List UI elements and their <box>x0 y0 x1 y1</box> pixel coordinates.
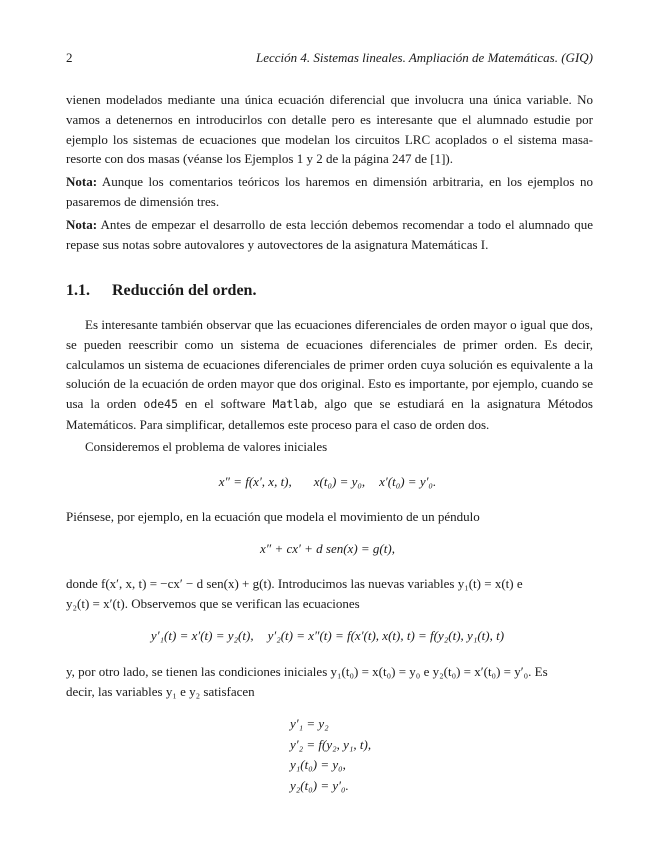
body-paragraph-2: Consideremos el problema de valores iniciales <box>85 439 328 454</box>
page-number: 2 <box>66 50 73 65</box>
note-2 <box>66 215 593 255</box>
system-line-4: y₂(t₀) = y′₀. <box>290 777 349 793</box>
equation-pendulum: x″ + cx′ + d sen(x) = g(t), <box>260 541 395 556</box>
body-paragraph-1-text-c: , algo que se estudiará en la asignatura Métodos Matemáticos. Para simplificar, detallemos este proceso para el caso de orden dos. <box>66 396 593 432</box>
code-ode45: ode45 <box>143 397 179 412</box>
section-title: Reducción del orden. <box>112 282 257 299</box>
equation-derivatives <box>0 628 655 644</box>
body-paragraph-3: Piénsese, por ejemplo, en la ecuación que modela el movimiento de un péndulo <box>66 509 480 524</box>
body-paragraph-1 <box>66 315 593 435</box>
equation-derivatives-y2: y′₂(t) = x″(t) = f(x′(t), x(t), t) = f(y₂(t), y₁(t), t) <box>267 628 505 643</box>
equation-system <box>290 714 371 796</box>
note-2-label: Nota: <box>66 217 98 232</box>
note-1 <box>66 172 593 212</box>
equation-ivp <box>0 474 655 490</box>
body-paragraph-5-line-2: decir, las variables y₁ e y₂ satisfacen <box>66 684 255 699</box>
note-2-text: Antes de empezar el desarrollo de esta lección debemos recomendar a todo el alumnado que repase sus notas sobre autovalores y autovectores de la asignatura Matemáticas I. <box>66 217 593 252</box>
intro-paragraph: vienen modelados mediante una única ecuación diferencial que involucra una única variable. No vamos a detenernos en introducirlos con detalle pero es interesante que el alumnado estudie por ejemplo los sistemas de ecuaciones que modelan los circuitos LRC acoplados o el sistema masa-resorte con dos masas (véanse los Ejemplos 1 y 2 de la página 247 de [1]). <box>66 92 593 167</box>
equation-ivp-cond2: x′(t₀) = y′₀. <box>379 474 437 489</box>
body-paragraph-1-text-a: Es interesante también observar que las ecuaciones diferenciales de orden mayor o igual que dos, se pueden reescribir como un sistema de ecuaciones diferenciales de primer orden. Es decir, calculamos un sistema de ecuaciones diferenciales de primer orden cuya solución es equivalente a la solución de la ecuación de orden mayor que dos original. Esto es importante, por ejemplo, cuando se usa la orden <box>66 317 593 412</box>
body-paragraph-4-line-1: donde f(x′, x, t) = −cx′ − d sen(x) + g(t). Introducimos las nuevas variables y₁(t) = x(t) e <box>66 576 523 591</box>
section-number: 1.1. <box>66 282 90 299</box>
equation-derivatives-y1: y′₁(t) = x′(t) = y₂(t), <box>150 628 254 643</box>
equation-ivp-cond1: x(t₀) = y₀, <box>313 474 366 489</box>
system-line-1: y′₁ = y₂ <box>290 716 329 731</box>
body-paragraph-1-text-b: en el software <box>178 396 273 412</box>
system-line-2: y′₂ = f(y₂, y₁, t), <box>290 736 372 752</box>
equation-ivp-ode: x″ = f(x′, x, t), <box>218 474 292 489</box>
code-matlab: Matlab <box>272 397 315 412</box>
section-heading <box>66 282 256 300</box>
system-line-3: y₁(t₀) = y₀, <box>290 757 346 772</box>
running-header <box>66 50 593 66</box>
note-1-text: Aunque los comentarios teóricos los haremos en dimensión arbitraria, en los ejemplos no pasaremos de dimensión tres. <box>66 174 593 209</box>
body-paragraph-5-line-1: y, por otro lado, se tienen las condiciones iniciales y₁(t₀) = x(t₀) = y₀ e y₂(t₀) = x′(t₀) = y′₀. Es <box>66 664 548 679</box>
body-paragraph-4-line-2: y₂(t) = x′(t). Observemos que se verifican las ecuaciones <box>66 596 360 611</box>
note-1-label: Nota: <box>66 174 98 189</box>
running-title: Lección 4. Sistemas lineales. Ampliación de Matemáticas. (GIQ) <box>256 50 593 65</box>
